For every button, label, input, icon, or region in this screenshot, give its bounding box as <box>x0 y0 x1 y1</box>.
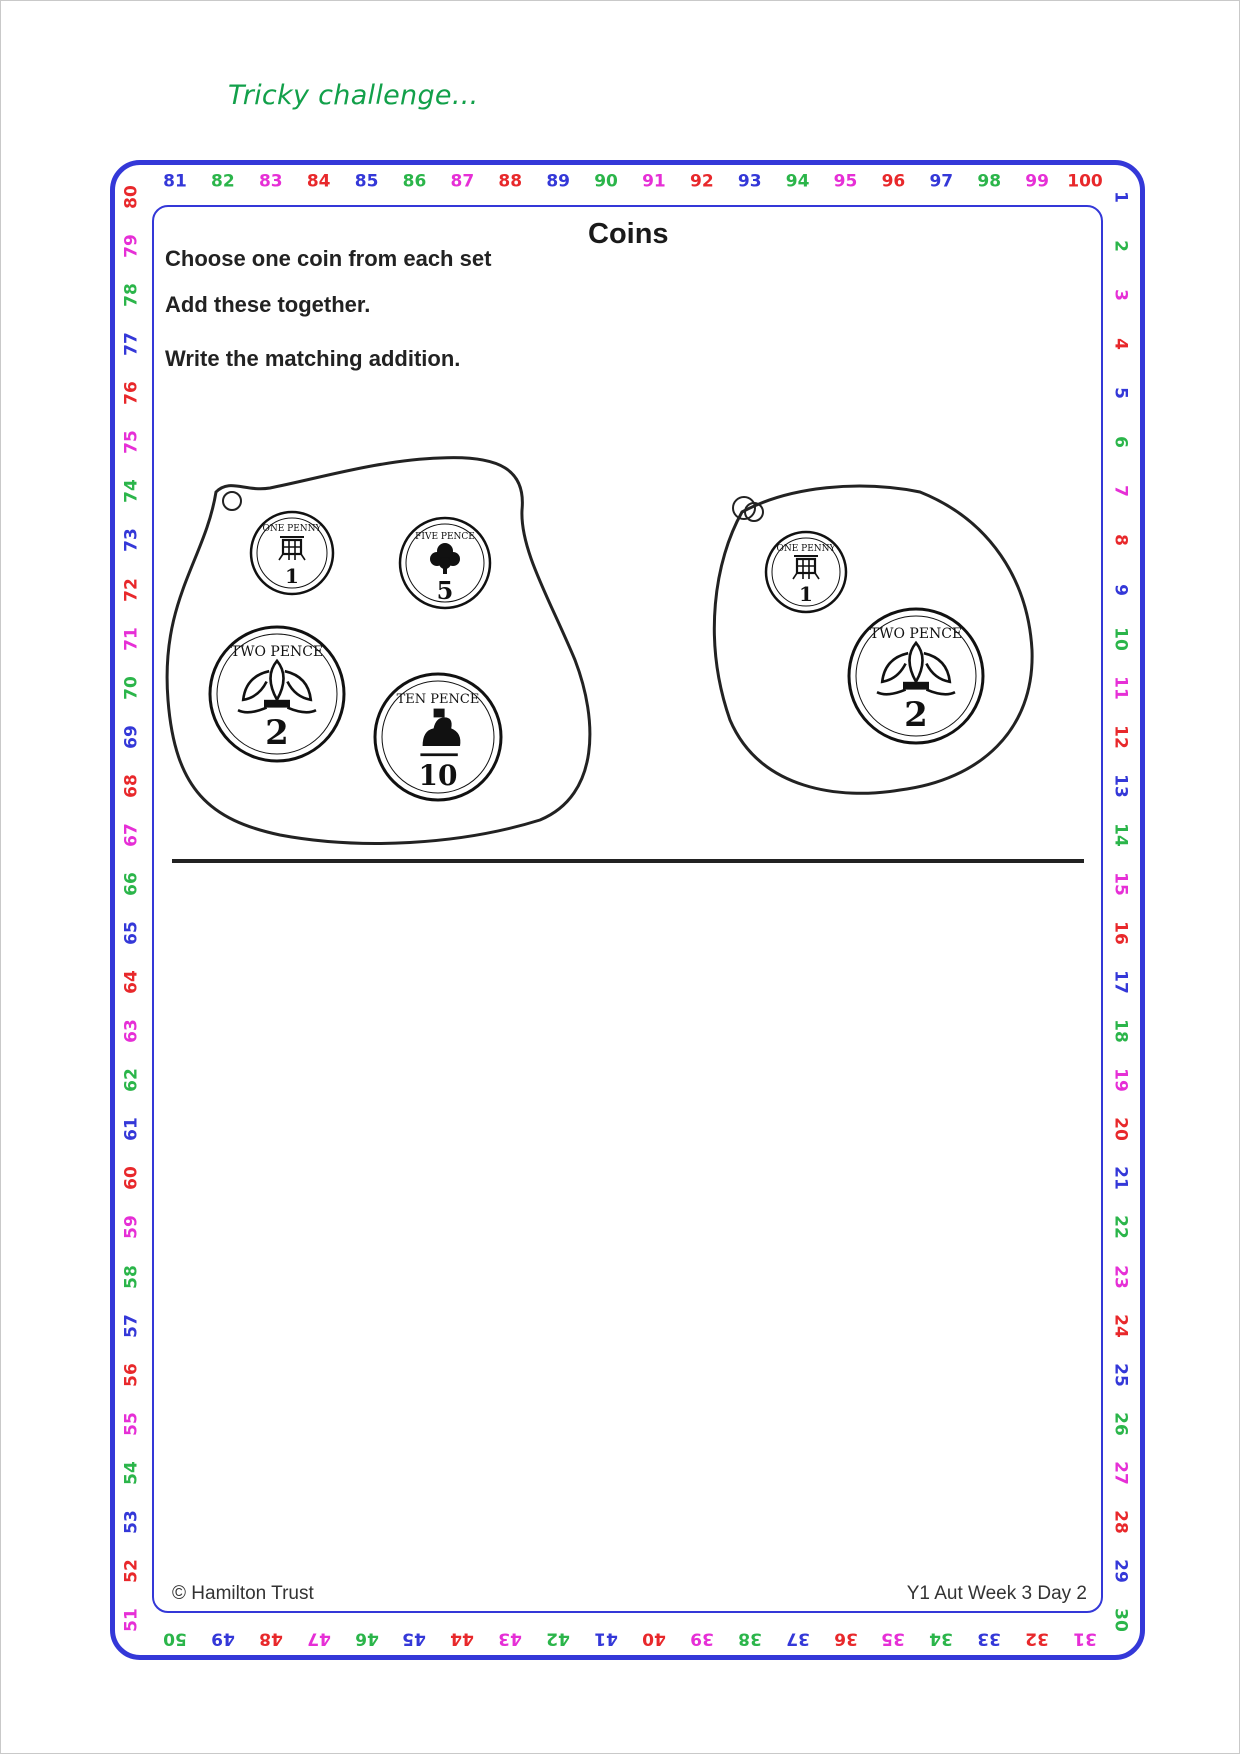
border-number: 52 <box>121 1559 142 1583</box>
border-number: 36 <box>833 1628 858 1649</box>
border-number: 32 <box>1025 1628 1049 1649</box>
border-number: 43 <box>498 1628 523 1649</box>
border-number: 66 <box>121 872 142 896</box>
border-number: 96 <box>881 171 906 192</box>
border-number: 78 <box>121 283 142 307</box>
border-number: 85 <box>354 171 379 192</box>
answer-divider-line <box>172 859 1084 863</box>
border-number: 5 <box>1110 387 1131 400</box>
svg-text:TEN PENCE: TEN PENCE <box>396 692 480 707</box>
border-number: 50 <box>163 1628 187 1649</box>
copyright-footer: © Hamilton Trust <box>172 1583 314 1604</box>
border-number: 91 <box>642 171 666 192</box>
svg-text:5: 5 <box>436 576 454 605</box>
border-number: 99 <box>1025 171 1049 192</box>
border-number: 64 <box>121 970 142 994</box>
week-day-footer: Y1 Aut Week 3 Day 2 <box>906 1583 1087 1604</box>
border-number: 28 <box>1110 1510 1131 1534</box>
border-number: 3 <box>1110 289 1131 302</box>
border-number: 73 <box>121 528 142 553</box>
border-number: 79 <box>121 234 142 258</box>
border-number: 2 <box>1110 240 1131 252</box>
border-number: 21 <box>1110 1166 1131 1191</box>
worksheet-title: Coins <box>588 218 669 250</box>
border-number: 92 <box>689 171 714 192</box>
border-number: 90 <box>594 171 618 192</box>
border-number: 33 <box>977 1628 1002 1649</box>
border-number: 53 <box>121 1510 142 1534</box>
border-number: 15 <box>1110 872 1131 896</box>
border-number: 63 <box>121 1019 142 1044</box>
border-number: 68 <box>121 773 142 798</box>
coin-two-pence <box>849 609 983 743</box>
border-number: 81 <box>163 171 187 192</box>
coin-two-pence <box>210 627 344 761</box>
border-number: 10 <box>1110 626 1131 651</box>
border-number: 23 <box>1110 1264 1131 1289</box>
border-number: 6 <box>1110 436 1131 449</box>
border-number: 25 <box>1110 1362 1131 1387</box>
border-number: 24 <box>1110 1313 1131 1338</box>
border-number: 59 <box>121 1215 142 1240</box>
border-number: 74 <box>121 479 142 504</box>
border-number: 4 <box>1110 338 1131 351</box>
border-number: 42 <box>546 1628 570 1649</box>
border-number: 58 <box>121 1264 142 1289</box>
svg-text:ONE PENNY: ONE PENNY <box>262 524 322 534</box>
border-number: 8 <box>1110 534 1131 547</box>
border-number: 60 <box>121 1166 142 1191</box>
border-number: 27 <box>1110 1460 1131 1485</box>
border-number: 70 <box>121 675 142 700</box>
coin-one-penny <box>766 532 846 612</box>
border-number: 51 <box>121 1608 142 1632</box>
border-number: 75 <box>121 430 142 455</box>
border-number: 100 <box>1067 171 1103 192</box>
border-number: 41 <box>594 1628 618 1649</box>
border-number: 76 <box>121 381 142 406</box>
border-number: 72 <box>121 577 142 602</box>
border-number: 54 <box>121 1460 142 1485</box>
border-number: 17 <box>1110 970 1131 994</box>
border-number: 22 <box>1110 1215 1131 1240</box>
border-number: 18 <box>1110 1019 1131 1044</box>
border-number: 48 <box>258 1628 283 1649</box>
instruction-line: Choose one coin from each set <box>165 246 492 271</box>
border-number: 65 <box>121 921 142 945</box>
border-number: 93 <box>737 171 762 192</box>
svg-text:1: 1 <box>285 564 299 588</box>
border-number: 39 <box>689 1628 714 1649</box>
border-number: 88 <box>498 171 523 192</box>
coin-ten-pence <box>375 674 501 800</box>
svg-text:FIVE PENCE: FIVE PENCE <box>415 532 475 542</box>
border-number: 94 <box>785 171 810 192</box>
border-number: 20 <box>1110 1117 1131 1142</box>
border-number: 37 <box>785 1628 810 1649</box>
border-number: 56 <box>121 1362 142 1387</box>
border-number: 12 <box>1110 724 1131 749</box>
border-number: 97 <box>929 171 954 192</box>
border-number: 61 <box>121 1117 142 1142</box>
border-number: 13 <box>1110 773 1131 798</box>
border-number: 29 <box>1110 1559 1131 1583</box>
border-number: 77 <box>121 332 142 357</box>
border-number: 7 <box>1110 485 1131 498</box>
challenge-label: Tricky challenge... <box>228 80 479 111</box>
border-number: 9 <box>1110 583 1131 596</box>
border-number: 31 <box>1073 1628 1097 1649</box>
border-number: 35 <box>881 1628 906 1649</box>
border-number: 71 <box>121 626 142 651</box>
border-number: 95 <box>833 171 858 192</box>
border-number: 57 <box>121 1313 142 1338</box>
svg-text:2: 2 <box>904 695 928 735</box>
border-number: 49 <box>211 1628 235 1649</box>
border-number: 84 <box>306 171 331 192</box>
border-number: 62 <box>121 1068 142 1093</box>
border-number: 44 <box>450 1628 475 1649</box>
border-number: 69 <box>121 724 142 749</box>
svg-text:1: 1 <box>799 582 813 606</box>
border-number: 11 <box>1110 675 1131 700</box>
border-number: 1 <box>1110 191 1131 203</box>
border-number: 86 <box>402 171 427 192</box>
border-number: 55 <box>121 1411 142 1436</box>
border-number: 30 <box>1110 1608 1131 1632</box>
coin-one-penny <box>251 512 333 594</box>
border-number: 46 <box>354 1628 379 1649</box>
border-number: 26 <box>1110 1411 1131 1436</box>
border-number: 45 <box>402 1628 427 1649</box>
coin-five-pence <box>400 518 490 608</box>
instruction-line: Add these together. <box>165 292 371 317</box>
border-number: 38 <box>737 1628 762 1649</box>
border-number: 16 <box>1110 921 1131 945</box>
svg-text:10: 10 <box>418 759 458 792</box>
border-number: 87 <box>450 171 475 192</box>
border-number: 40 <box>642 1628 666 1649</box>
border-number: 14 <box>1110 823 1131 847</box>
svg-text:2: 2 <box>265 713 289 753</box>
svg-text:ONE PENNY: ONE PENNY <box>776 544 836 554</box>
border-number: 47 <box>306 1628 331 1649</box>
border-number: 80 <box>121 185 142 209</box>
border-number: 19 <box>1110 1068 1131 1093</box>
border-number: 82 <box>211 171 235 192</box>
border-number: 98 <box>977 171 1002 192</box>
svg-text:TWO PENCE: TWO PENCE <box>869 626 963 642</box>
instruction-line: Write the matching addition. <box>165 346 461 371</box>
border-number: 34 <box>929 1628 954 1649</box>
svg-text:TWO PENCE: TWO PENCE <box>230 644 324 660</box>
border-number: 67 <box>121 823 142 847</box>
border-number: 89 <box>546 171 570 192</box>
border-number: 83 <box>258 171 283 192</box>
